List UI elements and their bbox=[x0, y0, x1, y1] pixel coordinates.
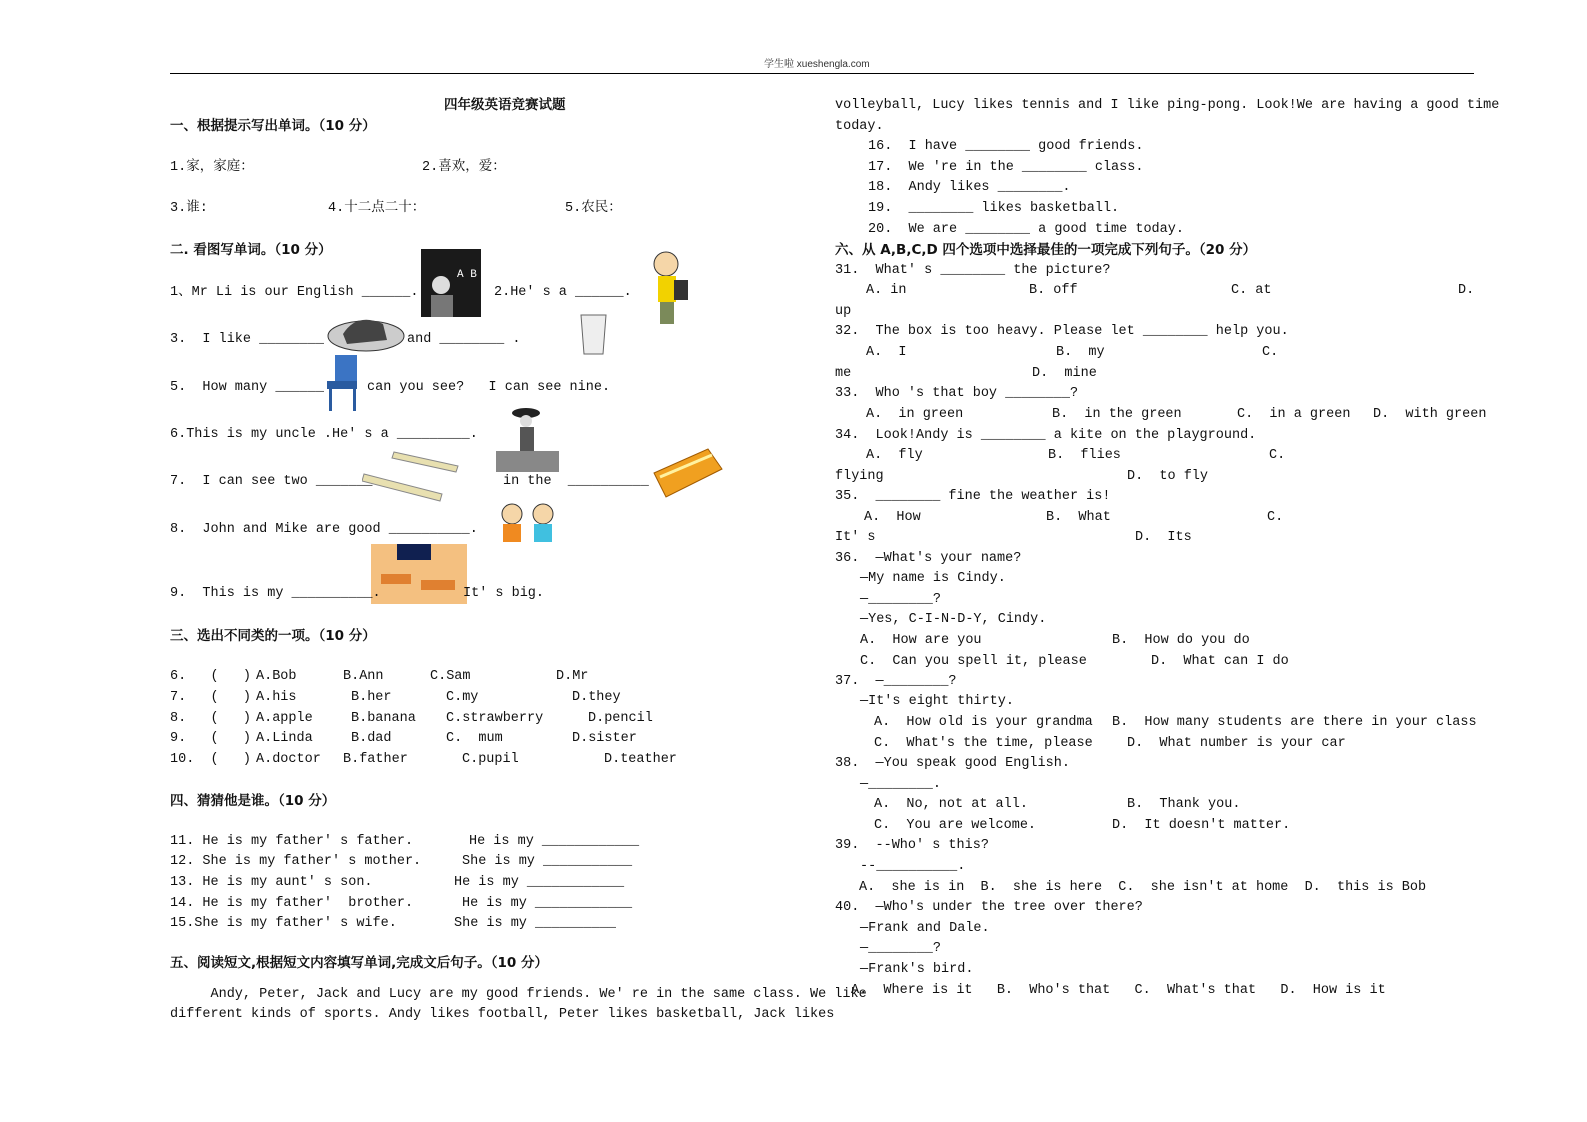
text-line: 35. ________ fine the weather is! bbox=[835, 489, 1111, 504]
text-line: She is my ___________ bbox=[462, 854, 633, 869]
text-line: 1、Mr Li is our English ______. bbox=[170, 285, 419, 300]
header-rule bbox=[170, 73, 1474, 74]
text-line: 8. ( ) bbox=[170, 711, 252, 726]
section-heading: 五、阅读短文,根据短文内容填写单词,完成文后句子。（10 分） bbox=[170, 955, 548, 971]
text-line: --__________. bbox=[860, 859, 966, 874]
text-line: 20. We are ________ a good time today. bbox=[868, 222, 1184, 237]
text-line: B. off bbox=[1029, 283, 1078, 298]
text-line: —________? bbox=[860, 592, 942, 607]
text-line: C. What's the time, please bbox=[874, 736, 1093, 751]
text-line: 39. --Who' s this? bbox=[835, 838, 989, 853]
section-heading: 六、从 A,B,C,D 四个选项中选择最佳的一项完成下列句子。（20 分） bbox=[835, 242, 1257, 258]
bread-picture bbox=[327, 312, 406, 353]
text-line: C. in a green bbox=[1237, 407, 1351, 422]
farmer-picture bbox=[496, 405, 559, 472]
text-line: C. bbox=[1267, 510, 1284, 525]
text-line: A.apple bbox=[256, 711, 313, 726]
text-line: —It's eight thirty. bbox=[860, 694, 1014, 709]
text-line: 7. I can see two _______ bbox=[170, 474, 373, 489]
text-line: A.his bbox=[256, 690, 297, 705]
text-line: 14. He is my father' brother. bbox=[170, 896, 414, 911]
text-line: He is my ____________ bbox=[469, 834, 640, 849]
text-line: B.her bbox=[351, 690, 392, 705]
text-line: D. What can I do bbox=[1151, 654, 1289, 669]
text-line: B. Thank you. bbox=[1127, 797, 1241, 812]
text-line: D. Its bbox=[1135, 530, 1192, 545]
text-line: —Frank's bird. bbox=[860, 962, 974, 977]
text-line: D. It doesn't matter. bbox=[1112, 818, 1291, 833]
text-line: He is my ____________ bbox=[462, 896, 633, 911]
text-line: in the __________ bbox=[503, 474, 649, 489]
text-line: C. at bbox=[1231, 283, 1272, 298]
text-line: B.father bbox=[343, 752, 408, 767]
glass-picture bbox=[579, 313, 608, 356]
text-line: D.Mr bbox=[556, 669, 589, 684]
text-line: 13. He is my aunt' s son. bbox=[170, 875, 373, 890]
text-line: 7. ( ) bbox=[170, 690, 252, 705]
text-line: A.doctor bbox=[256, 752, 321, 767]
text-line: C.Sam bbox=[430, 669, 471, 684]
text-line: A. How bbox=[864, 510, 921, 525]
text-line: B.Ann bbox=[343, 669, 384, 684]
site-header: 学生啦 xueshengla.com bbox=[764, 59, 870, 70]
text-line: A. No, not at all. bbox=[874, 797, 1028, 812]
text-line: 5.农民： bbox=[565, 201, 622, 216]
text-line: C. Can you spell it, please bbox=[860, 654, 1087, 669]
text-line: C. bbox=[1269, 448, 1286, 463]
svg-text:A B: A B bbox=[457, 269, 477, 281]
text-line: He is my ____________ bbox=[454, 875, 625, 890]
text-line: D. mine bbox=[1032, 366, 1097, 381]
text-line: 37. —________? bbox=[835, 674, 957, 689]
text-line: —Yes, C-I-N-D-Y, Cindy. bbox=[860, 612, 1047, 627]
text-line: 15.She is my father' s wife. bbox=[170, 916, 397, 931]
text-line: B. flies bbox=[1048, 448, 1121, 463]
text-line: C.strawberry bbox=[446, 711, 544, 726]
text-line: It' s bbox=[835, 530, 876, 545]
text-line: 17. We 're in the ________ class. bbox=[868, 160, 1144, 175]
text-line: A. How old is your grandma bbox=[874, 715, 1093, 730]
text-line: 31. What' s ________ the picture? bbox=[835, 263, 1111, 278]
text-line: A. I bbox=[866, 345, 907, 360]
section-heading: 一、根据提示写出单词。（10 分） bbox=[170, 118, 376, 134]
text-line: 11. He is my father' s father. bbox=[170, 834, 414, 849]
text-line: B. What bbox=[1046, 510, 1111, 525]
text-line: 3.谁: bbox=[170, 201, 208, 216]
text-line: B. How do you do bbox=[1112, 633, 1250, 648]
text-line: A. Where is it B. Who's that C. What's that D. How is it bbox=[851, 983, 1386, 998]
text-line: 36. —What's your name? bbox=[835, 551, 1022, 566]
text-line: 2.He' s a ______. bbox=[494, 285, 632, 300]
text-line: —________? bbox=[860, 941, 942, 956]
teacher-picture bbox=[421, 249, 481, 317]
text-line: D.sister bbox=[572, 731, 637, 746]
text-line: 5. How many ______ bbox=[170, 380, 324, 395]
text-line: D.teather bbox=[604, 752, 677, 767]
section-heading: 四年级英语竞赛试题 bbox=[444, 97, 566, 113]
text-line: —Frank and Dale. bbox=[860, 921, 990, 936]
text-line: B. How many students are there in your class bbox=[1112, 715, 1477, 730]
text-line: 4.十二点二十： bbox=[328, 201, 426, 216]
pencil-box-picture bbox=[650, 447, 725, 501]
text-line: Andy, Peter, Jack and Lucy are my good friends. We' re in the same class. We like bbox=[170, 987, 867, 1002]
text-line: A.Bob bbox=[256, 669, 297, 684]
text-line: different kinds of sports. Andy likes football, Peter likes basketball, Jack likes bbox=[170, 1007, 835, 1022]
text-line: C.pupil bbox=[462, 752, 519, 767]
text-line: A. fly bbox=[866, 448, 923, 463]
section-heading: 三、选出不同类的一项。（10 分） bbox=[170, 628, 376, 644]
text-line: —________. bbox=[860, 777, 942, 792]
text-line: me bbox=[835, 366, 852, 381]
text-line: 18. Andy likes ________. bbox=[868, 180, 1071, 195]
text-line: 9. ( ) bbox=[170, 731, 252, 746]
text-line: 6. ( ) bbox=[170, 669, 252, 684]
text-line: C.my bbox=[446, 690, 479, 705]
text-line: 16. I have ________ good friends. bbox=[868, 139, 1144, 154]
text-line: 3. I like ________ bbox=[170, 332, 324, 347]
text-line: D. What number is your car bbox=[1127, 736, 1346, 751]
text-line: B. my bbox=[1056, 345, 1105, 360]
classroom-picture bbox=[371, 544, 467, 604]
text-line: 32. The box is too heavy. Please let ________ help you. bbox=[835, 324, 1289, 339]
text-line: can you see? I can see nine. bbox=[367, 380, 611, 395]
text-line: A.Linda bbox=[256, 731, 313, 746]
text-line: 9. This is my __________. bbox=[170, 586, 381, 601]
text-line: C. mum bbox=[446, 731, 503, 746]
text-line: D. bbox=[1458, 283, 1475, 298]
text-line: D. with green bbox=[1373, 407, 1487, 422]
text-line: A. in green bbox=[866, 407, 964, 422]
text-line: D.they bbox=[572, 690, 621, 705]
text-line: 12. She is my father' s mother. bbox=[170, 854, 422, 869]
chair-picture bbox=[323, 353, 362, 412]
student-picture bbox=[648, 250, 694, 326]
text-line: 10. ( ) bbox=[170, 752, 252, 767]
boys-picture bbox=[497, 502, 559, 559]
text-line: B. in the green bbox=[1052, 407, 1182, 422]
text-line: 2.喜欢，爱： bbox=[422, 160, 506, 175]
text-line: 38. —You speak good English. bbox=[835, 756, 1070, 771]
text-line: 1.家，家庭： bbox=[170, 160, 254, 175]
text-line: D. to fly bbox=[1127, 469, 1209, 484]
text-line: up bbox=[835, 304, 852, 319]
text-line: and ________ . bbox=[407, 332, 521, 347]
text-line: B.dad bbox=[351, 731, 392, 746]
text-line: She is my __________ bbox=[454, 916, 617, 931]
text-line: 40. —Who's under the tree over there? bbox=[835, 900, 1143, 915]
text-line: It' s big. bbox=[463, 586, 545, 601]
text-line: A. in bbox=[866, 283, 907, 298]
text-line: 34. Look!Andy is ________ a kite on the playground. bbox=[835, 428, 1257, 443]
text-line: C. You are welcome. bbox=[874, 818, 1037, 833]
rulers-picture bbox=[362, 450, 460, 503]
text-line: A. she is in B. she is here C. she isn't at home D. this is Bob bbox=[859, 880, 1427, 895]
text-line: today. bbox=[835, 119, 884, 134]
text-line: A. How are you bbox=[860, 633, 982, 648]
text-line: B.banana bbox=[351, 711, 416, 726]
text-line: volleyball, Lucy likes tennis and I like ping-pong. Look!We are having a good time bbox=[835, 98, 1500, 113]
section-heading: 四、猜猜他是谁。（10 分） bbox=[170, 793, 336, 809]
section-heading: 二. 看图写单词。（10 分） bbox=[170, 242, 332, 258]
text-line: 8. John and Mike are good __________. bbox=[170, 522, 478, 537]
text-line: C. bbox=[1262, 345, 1279, 360]
text-line: flying bbox=[835, 469, 884, 484]
text-line: 19. ________ likes basketball. bbox=[868, 201, 1120, 216]
text-line: 33. Who 's that boy ________? bbox=[835, 386, 1079, 401]
text-line: 6.This is my uncle .He' s a _________. bbox=[170, 427, 478, 442]
text-line: —My name is Cindy. bbox=[860, 571, 1006, 586]
text-line: D.pencil bbox=[588, 711, 653, 726]
